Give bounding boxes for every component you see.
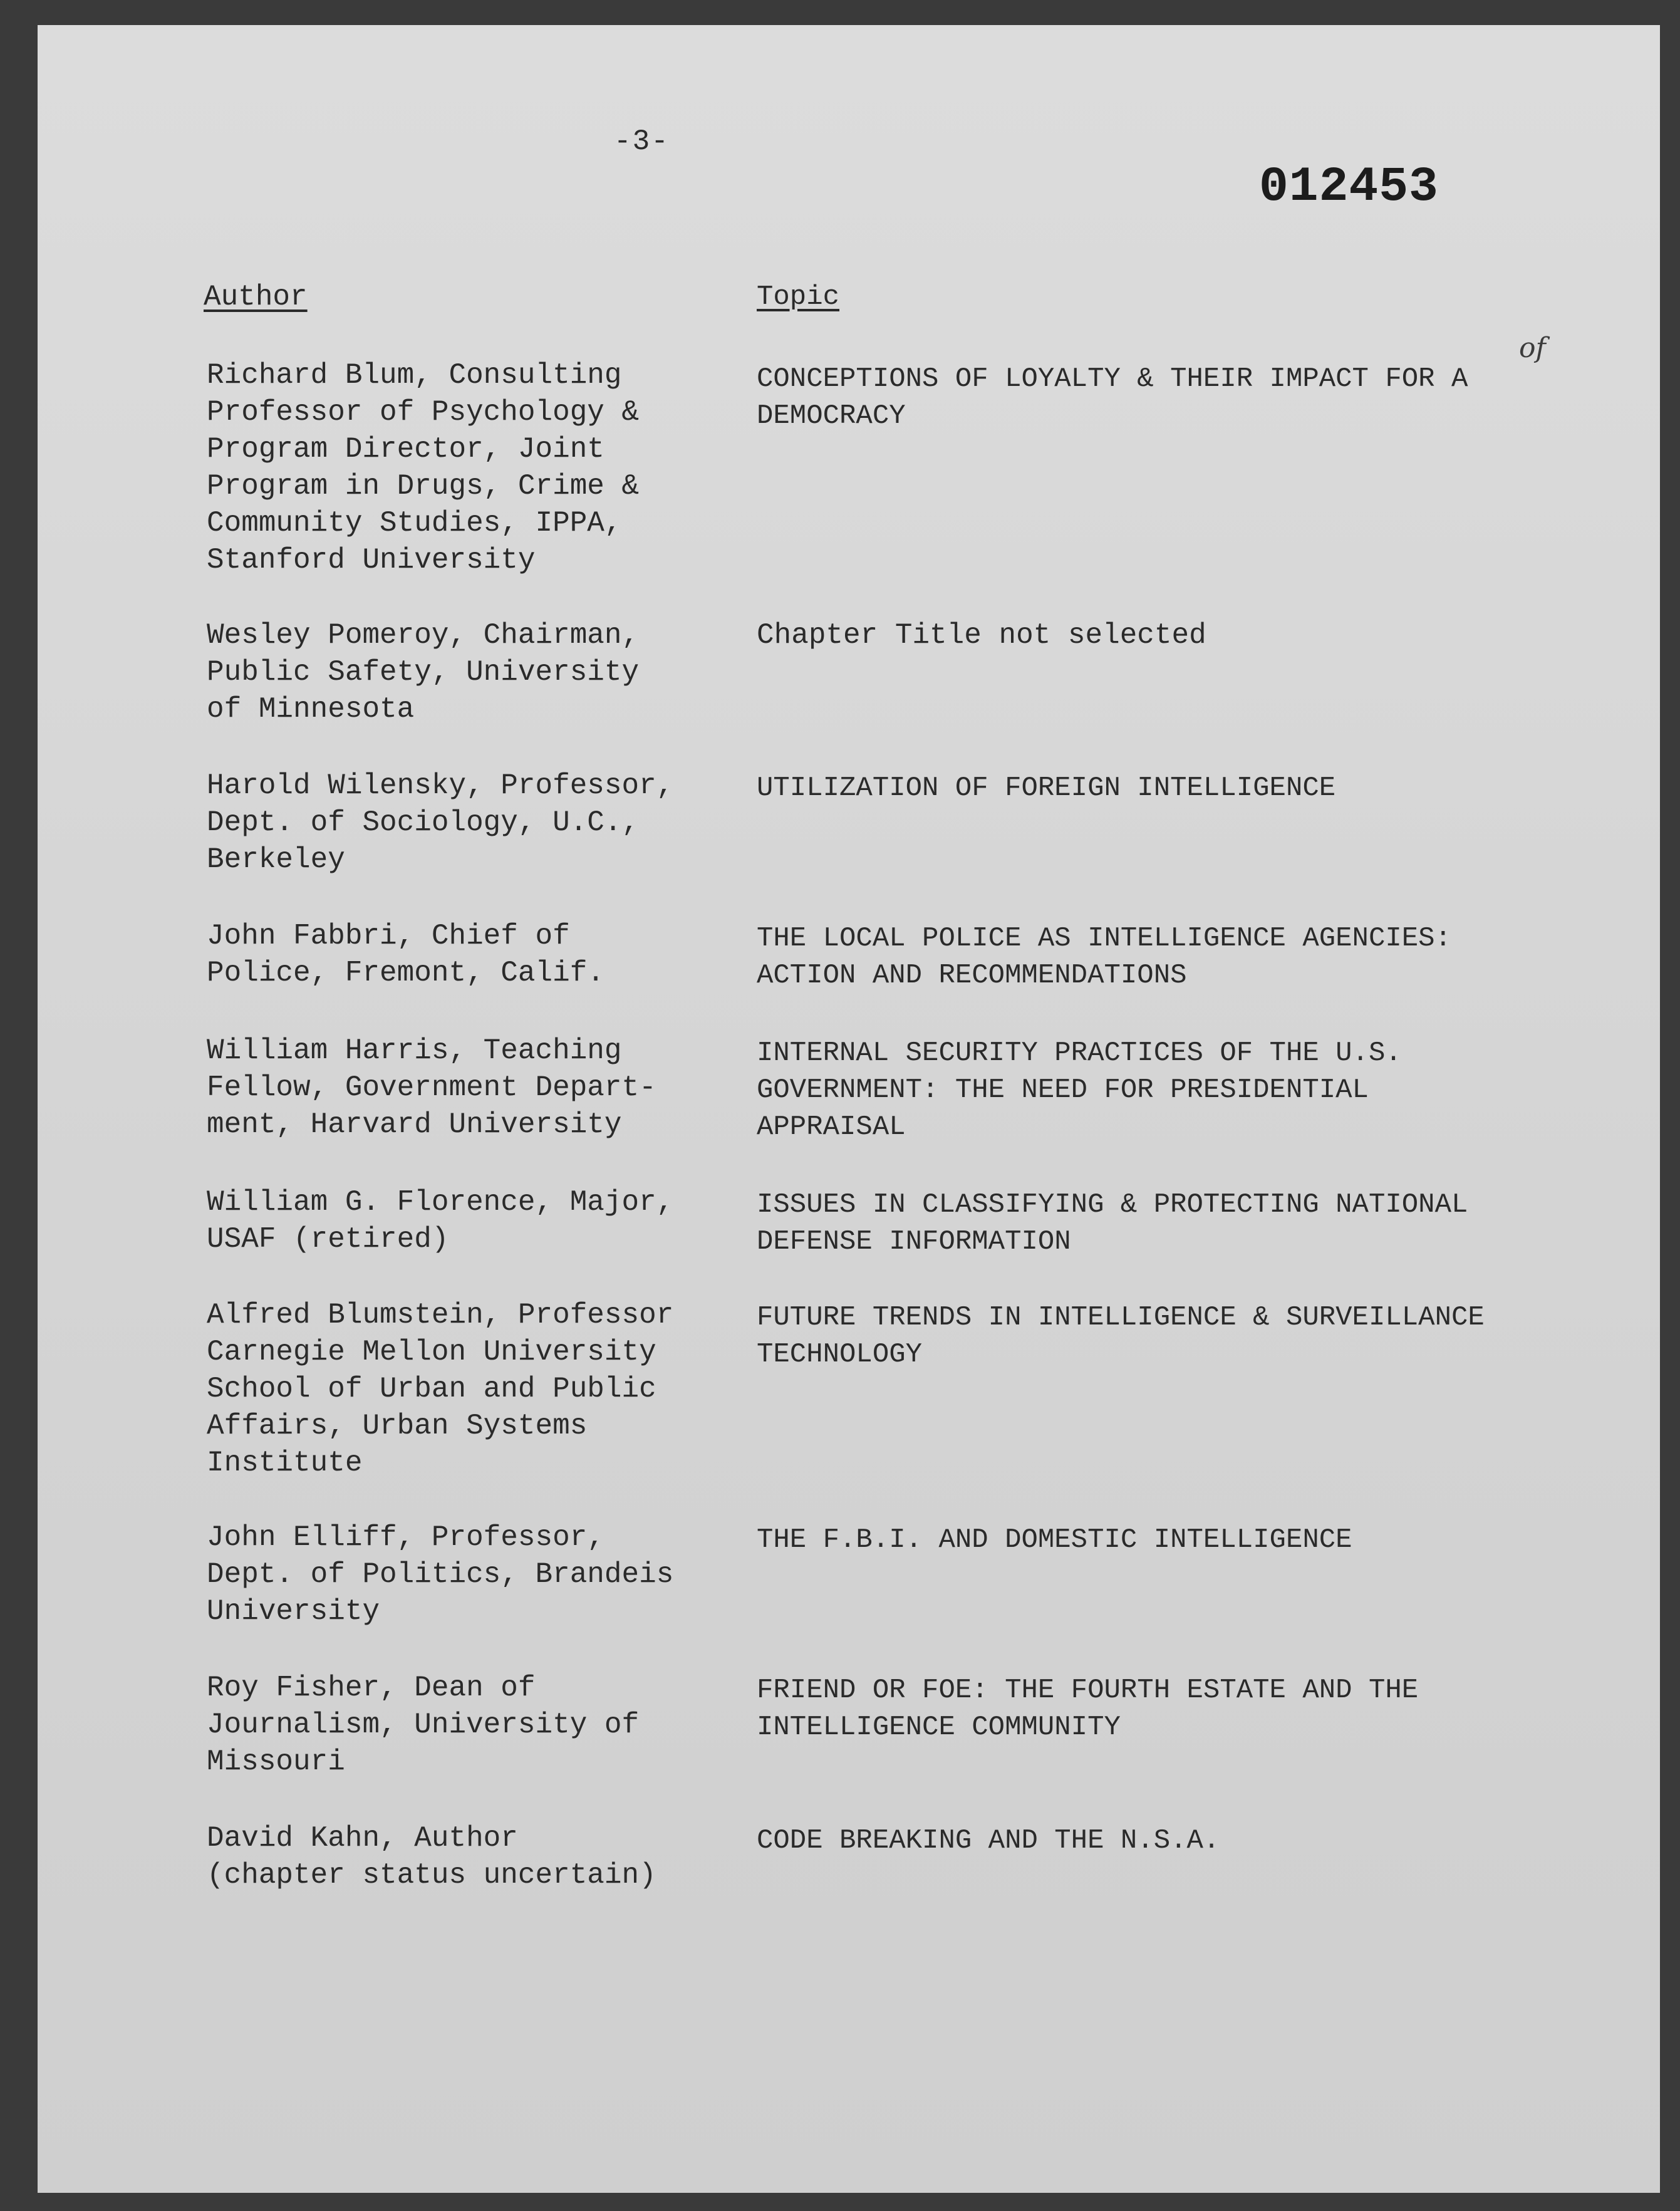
author-cell: Roy Fisher, Dean of Journalism, University of Missouri (207, 1672, 640, 1778)
topic-cell: THE F.B.I. AND DOMESTIC INTELLIGENCE (757, 1524, 1352, 1556)
topic-cell: UTILIZATION OF FOREIGN INTELLIGENCE (757, 773, 1336, 804)
topic-cell: THE LOCAL POLICE AS INTELLIGENCE AGENCIES: ACTION AND RECOMMENDATIONS (757, 923, 1451, 991)
handwritten-correction: of (1519, 332, 1546, 364)
author-cell: William G. Florence, Major, USAF (retired) (207, 1186, 674, 1256)
topic-cell: INTERNAL SECURITY PRACTICES OF THE U.S. GOVERNMENT: THE NEED FOR PRESIDENTIAL APPRAISAL (757, 1038, 1402, 1143)
topic-cell: ISSUES IN CLASSIFYING & PROTECTING NATIONAL DEFENSE INFORMATION (757, 1189, 1468, 1257)
author-cell: Harold Wilensky, Professor, Dept. of Sociology, U.C., Berkeley (207, 769, 674, 876)
author-cell: David Kahn, Author (chapter status uncertain) (207, 1822, 656, 1891)
author-cell: Richard Blum, Consulting Professor of Psychology & Program Director, Joint Program in Drugs, Crime & Community Studies, IPPA, Stanford University (207, 359, 640, 576)
author-cell: Wesley Pomeroy, Chairman, Public Safety, University of Minnesota (207, 619, 640, 726)
topic-cell: CONCEPTIONS OF LOYALTY & THEIR IMPACT FOR A DEMOCRACY (757, 363, 1468, 432)
topic-cell: Chapter Title not selected (757, 619, 1206, 652)
author-cell: John Elliff, Professor, Dept. of Politics, Brandeis University (207, 1521, 674, 1628)
author-column-header: Author (204, 281, 308, 313)
topic-column-header: Topic (757, 281, 840, 313)
topic-cell: FUTURE TRENDS IN INTELLIGENCE & SURVEILLANCE TECHNOLOGY (757, 1302, 1485, 1370)
topic-cell: FRIEND OR FOE: THE FOURTH ESTATE AND THE INTELLIGENCE COMMUNITY (757, 1675, 1419, 1743)
document-id-stamp: 012453 (1259, 160, 1439, 215)
page-number: -3- (614, 125, 670, 158)
author-cell: John Fabbri, Chief of Police, Fremont, Calif. (207, 920, 604, 989)
topic-cell: CODE BREAKING AND THE N.S.A. (757, 1825, 1220, 1856)
author-cell: Alfred Blumstein, Professor Carnegie Mellon University School of Urban and Public Affairs, Urban Systems Institute (207, 1299, 674, 1479)
author-cell: William Harris, Teaching Fellow, Government Depart- ment, Harvard University (207, 1034, 656, 1141)
